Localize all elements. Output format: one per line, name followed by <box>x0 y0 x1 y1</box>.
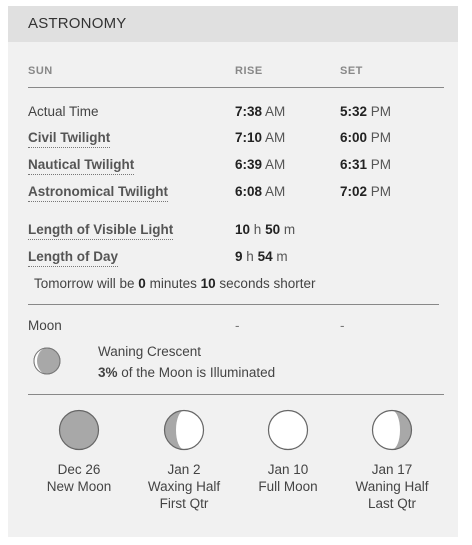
row-label-nautical-twilight[interactable]: Nautical Twilight <box>28 157 134 172</box>
moon-set: - <box>340 318 345 333</box>
waning-crescent-moon-icon <box>33 347 61 375</box>
first-quarter-moon-icon <box>163 409 205 451</box>
day-length-value: 9 h 54 m <box>235 249 288 264</box>
tomorrow-note: Tomorrow will be 0 minutes 10 seconds shorter <box>34 276 316 291</box>
full-moon-icon <box>267 409 309 451</box>
panel-header <box>8 6 458 42</box>
visible-light-label[interactable]: Length of Visible Light <box>28 222 173 237</box>
rise-civil-twilight: 7:10 AM <box>235 130 286 145</box>
new-moon-icon <box>58 409 100 451</box>
rise-nautical-twilight: 6:39 AM <box>235 157 286 172</box>
sun-moon-divider <box>28 304 439 305</box>
header-divider <box>28 87 444 88</box>
moon-label: Moon <box>28 318 62 333</box>
moon-phases-divider <box>28 394 444 395</box>
phase-new-moon: Dec 26 New Moon <box>46 462 112 494</box>
panel-title: ASTRONOMY <box>28 15 127 32</box>
last-quarter-moon-icon <box>371 409 413 451</box>
phase-first-quarter: Jan 2 Waxing Half First Qtr <box>147 462 221 511</box>
day-length-label[interactable]: Length of Day <box>28 249 118 264</box>
set-civil-twilight: 6:00 PM <box>340 130 392 145</box>
phase-full-moon: Jan 10 Full Moon <box>258 462 318 494</box>
visible-light-value: 10 h 50 m <box>235 222 296 237</box>
rise-column-header: RISE <box>235 65 263 77</box>
row-label-astronomical-twilight[interactable]: Astronomical Twilight <box>28 184 168 199</box>
set-column-header: SET <box>340 65 363 77</box>
row-label-actual-time: Actual Time <box>28 104 99 119</box>
rise-astronomical-twilight: 6:08 AM <box>235 184 286 199</box>
set-astronomical-twilight: 7:02 PM <box>340 184 392 199</box>
moon-illumination: 3% of the Moon is Illuminated <box>98 365 276 380</box>
set-nautical-twilight: 6:31 PM <box>340 157 392 172</box>
astronomy-panel <box>8 6 458 537</box>
phase-last-quarter: Jan 17 Waning Half Last Qtr <box>355 462 429 511</box>
sun-column-header: SUN <box>28 65 53 77</box>
rise-actual-time: 7:38 AM <box>235 104 286 119</box>
set-actual-time: 5:32 PM <box>340 104 392 119</box>
moon-rise: - <box>235 318 240 333</box>
moon-phase-name: Waning Crescent <box>98 344 202 359</box>
row-label-civil-twilight[interactable]: Civil Twilight <box>28 130 110 145</box>
